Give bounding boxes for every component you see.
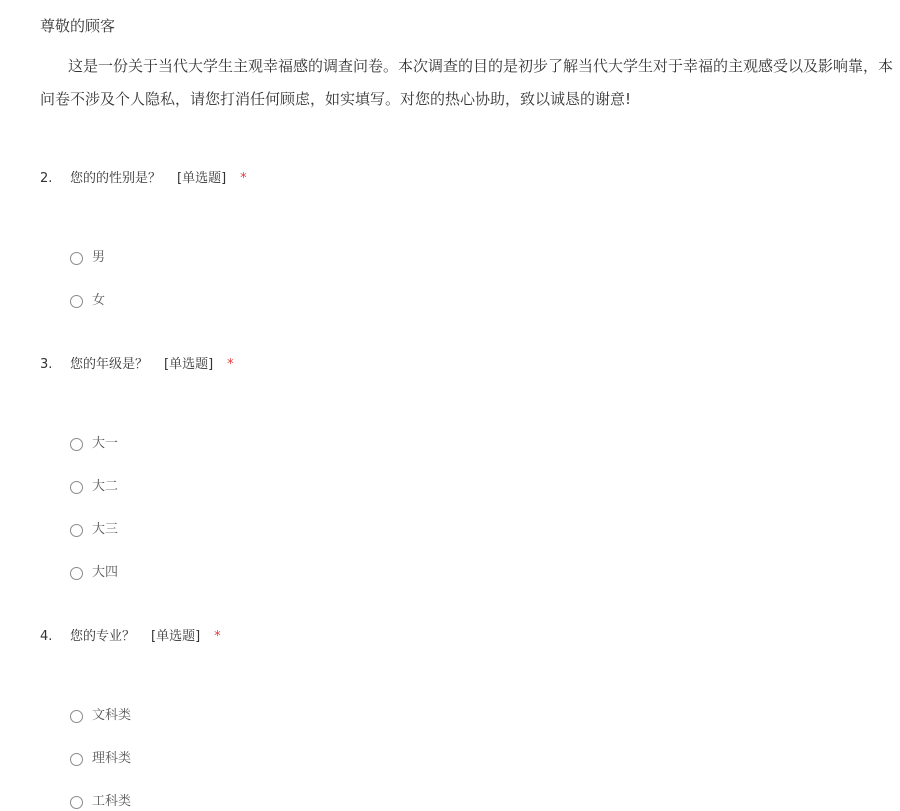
question-type: [单选题] xyxy=(177,171,227,186)
option-junior[interactable] xyxy=(70,521,118,539)
required-marker: * xyxy=(240,171,247,186)
option-engineering[interactable] xyxy=(70,793,131,811)
question-type: [单选题] xyxy=(164,357,214,372)
survey-intro xyxy=(40,0,900,116)
required-marker: * xyxy=(214,629,221,644)
radio-button[interactable] xyxy=(70,481,83,494)
option-female[interactable] xyxy=(70,292,105,310)
radio-button[interactable] xyxy=(70,796,83,809)
question-title xyxy=(40,356,860,374)
option-label: 大一 xyxy=(92,436,119,451)
radio-button[interactable] xyxy=(70,524,83,537)
greeting: 尊敬的顾客 xyxy=(40,17,116,35)
question-number: 2. xyxy=(40,171,53,186)
radio-button[interactable] xyxy=(70,438,83,451)
radio-button[interactable] xyxy=(70,252,83,265)
option-sophomore[interactable] xyxy=(70,478,118,496)
question-title xyxy=(40,628,860,646)
option-label: 大三 xyxy=(92,522,119,537)
option-label: 理科类 xyxy=(92,751,132,766)
option-male[interactable] xyxy=(70,249,105,267)
option-freshman[interactable] xyxy=(70,435,118,453)
option-label: 文科类 xyxy=(92,708,132,723)
option-label: 大四 xyxy=(92,565,119,580)
question-major xyxy=(40,628,860,809)
required-marker: * xyxy=(227,357,234,372)
option-science[interactable] xyxy=(70,750,131,768)
intro-text: 这是一份关于当代大学生主观幸福感的调查问卷。本次调查的目的是初步了解当代大学生对于幸福的主观感受以及影响靠，本问卷不涉及个人隐私，请您打消任何顾虑，如实填写。对您的热心协助，致以诚恳的谢意! xyxy=(40,57,894,108)
radio-button[interactable] xyxy=(70,295,83,308)
question-text: 您的专业？ xyxy=(70,629,136,644)
radio-button[interactable] xyxy=(70,710,83,723)
option-label: 男 xyxy=(92,250,106,265)
question-number: 4. xyxy=(40,629,53,644)
option-label: 女 xyxy=(92,293,106,308)
radio-button[interactable] xyxy=(70,753,83,766)
option-label: 工科类 xyxy=(92,794,132,809)
question-text: 您的的性别是？ xyxy=(70,171,162,186)
question-text: 您的年级是？ xyxy=(70,357,149,372)
option-senior[interactable] xyxy=(70,564,118,582)
radio-button[interactable] xyxy=(70,567,83,580)
question-type: [单选题] xyxy=(151,629,201,644)
option-label: 大二 xyxy=(92,479,119,494)
question-title xyxy=(40,170,860,188)
option-liberal-arts[interactable] xyxy=(70,707,131,725)
question-gender xyxy=(40,170,860,308)
question-number: 3. xyxy=(40,357,53,372)
question-grade xyxy=(40,356,860,580)
